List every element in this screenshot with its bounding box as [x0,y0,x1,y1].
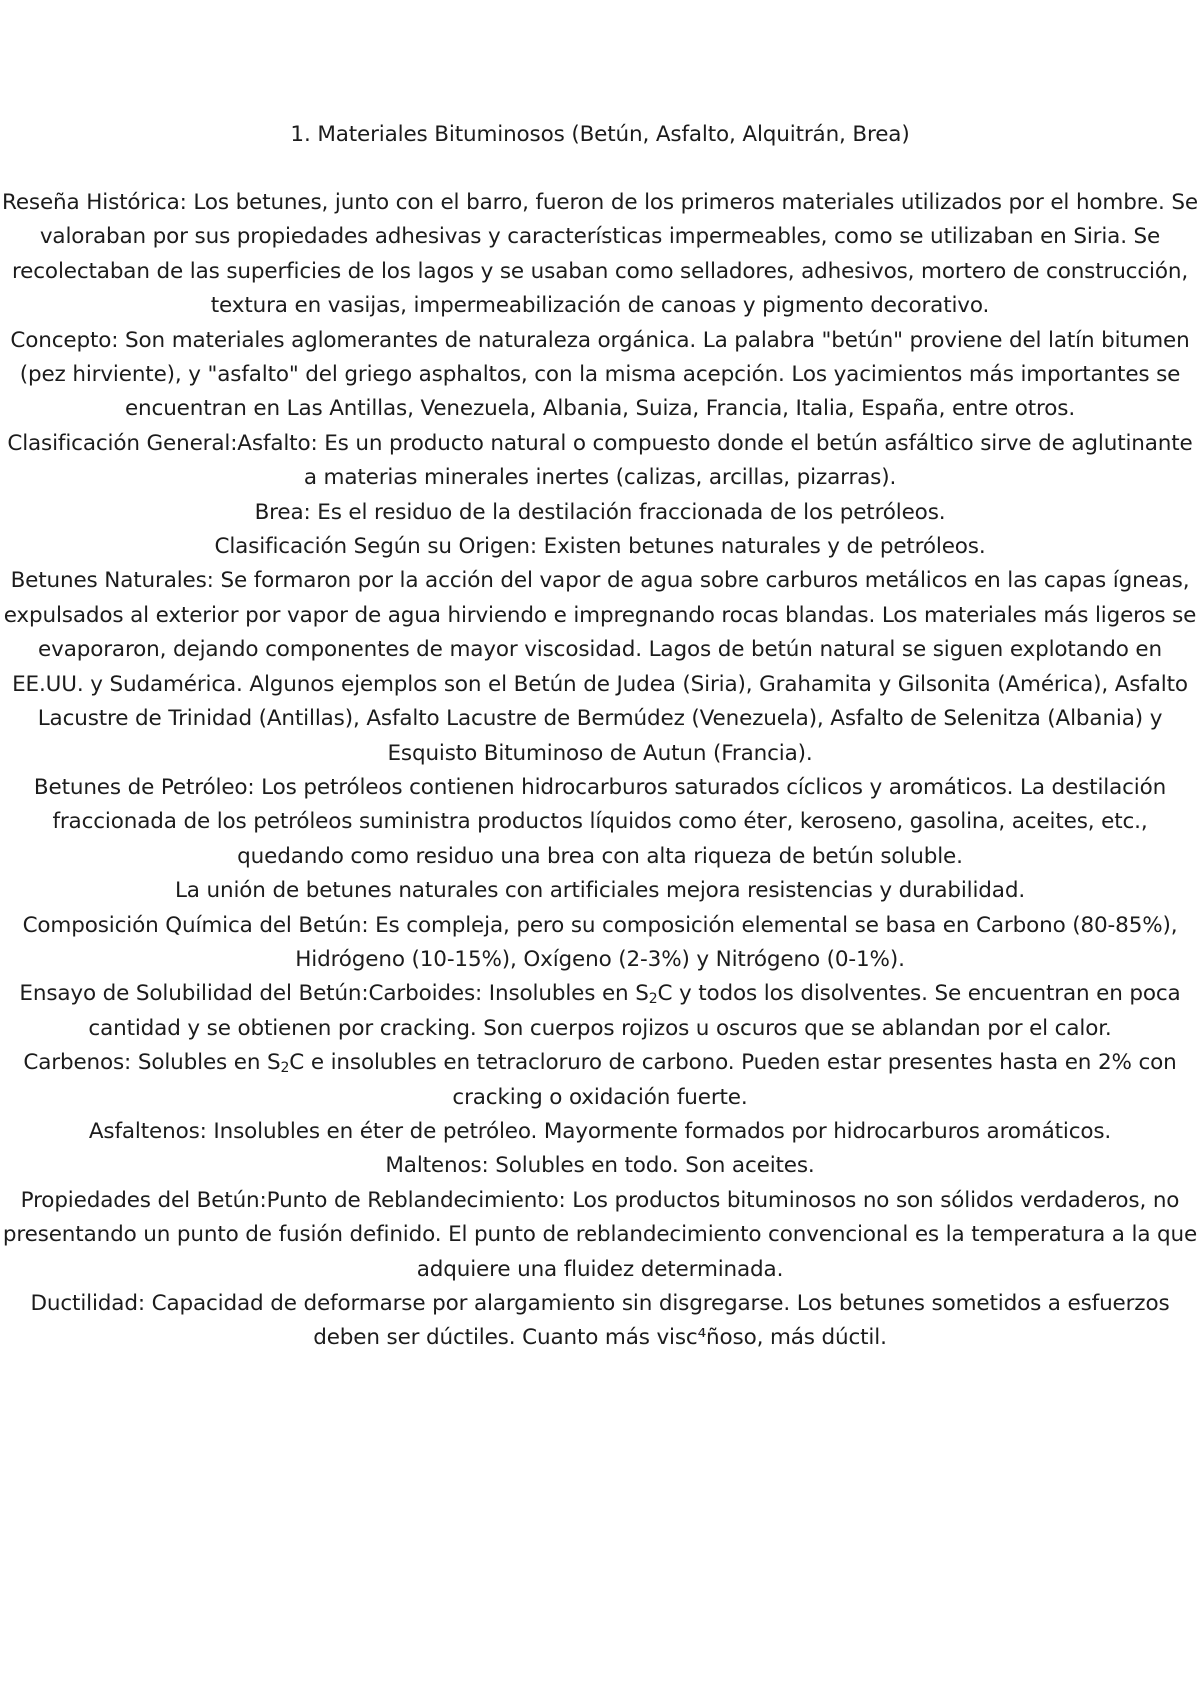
paragraph-concepto: Concepto: Son materiales aglomerantes de naturaleza orgánica. La palabra "betún" proviene del latín bitumen (pez hirviente), y "asfalto" del griego asphaltos, con la misma acepción. Los yacimientos más importantes se encuentran en Las Antillas, Venezuela, Albania, Suiza, Francia, Italia, España, entre otros. [10,327,1190,422]
title-spacer [0,152,1200,186]
paragraph-maltenos: Maltenos: Solubles en todo. Son aceites. [385,1153,815,1179]
paragraph-composicion-quimica: Composición Química del Betún: Es compleja, pero su composición elemental se basa en Carbono (80-85%), Hidrógeno (10-15%), Oxígeno (2-3%) y Nitrógeno (0-1%). [22,912,1178,972]
carbenos-subscript: 2 [280,1060,290,1077]
paragraph-resena-historica: Reseña Histórica: Los betunes, junto con el barro, fueron de los primeros materiales utilizados por el hombre. Se valoraban por sus propiedades adhesivas y características impermeables, como se utilizaban en Siria. Se recolectaban de las superficies de los lagos y se usaban como selladores, adhesivos, mortero de construcción, textura en vasijas, impermeabilización de canoas y pigmento decorativo. [2,190,1198,319]
document-body [0,118,1200,1356]
paragraph-ductilidad: Ductilidad: Capacidad de deformarse por alargamiento sin disgregarse. Los betunes sometidos a esfuerzos deben ser dúctiles. Cuanto más visc⁴ñoso, más dúctil. [30,1291,1170,1351]
carbenos-text-start: Carbenos: Solubles en S [23,1050,281,1076]
paragraph-asfaltenos: Asfaltenos: Insolubles en éter de petróleo. Mayormente formados por hidrocarburos aromáticos. [88,1118,1112,1144]
paragraph-brea: Brea: Es el residuo de la destilación fraccionada de los petróleos. [254,499,946,525]
paragraph-carboides [0,977,1200,1046]
document-title: 1. Materiales Bituminosos (Betún, Asfalto, Alquitrán, Brea) [290,122,910,147]
paragraph-betunes-petroleo: Betunes de Petróleo: Los petróleos contienen hidrocarburos saturados cíclicos y aromáticos. La destilación fraccionada de los petróleos suministra productos líquidos como éter, keroseno, gasolina, aceites, etc., quedando como residuo una brea con alta riqueza de betún soluble. [33,774,1167,869]
carbenos-text-end: C e insolubles en tetracloruro de carbono. Pueden estar presentes hasta en 2% con cracking o oxidación fuerte. [289,1050,1177,1110]
carboides-subscript: 2 [648,991,658,1008]
carboides-text-start: Ensayo de Solubilidad del Betún:Carboides: Insolubles en S [19,981,649,1007]
paragraph-betunes-naturales: Betunes Naturales: Se formaron por la acción del vapor de agua sobre carburos metálicos en las capas ígneas, expulsados al exterior por vapor de agua hirviendo e impregnando rocas blandas. Los materiales más ligeros se evaporaron, dejando componentes de mayor viscosidad. Lagos de betún natural se siguen explotando en EE.UU. y Sudamérica. Algunos ejemplos son el Betún de Judea (Siria), Grahamita y Gilsonita (América), Asfalto Lacustre de Trinidad (Antillas), Asfalto Lacustre de Bermúdez (Venezuela), Asfalto de Selenitza (Albania) y Esquisto Bituminoso de Autun (Francia). [3,568,1197,766]
paragraph-carbenos [0,1046,1200,1115]
paragraph-propiedades: Propiedades del Betún:Punto de Reblandecimiento: Los productos bituminosos no son sólidos verdaderos, no presentando un punto de fusión definido. El punto de reblandecimiento convencional es la temperatura a la que adquiere una fluidez determinada. [2,1187,1198,1282]
carboides-text-end: C y todos los disolventes. Se encuentran en poca cantidad y se obtienen por cracking. Son cuerpos rojizos u oscuros que se ablandan por el calor. [88,981,1181,1041]
paragraph-clasificacion-origen: Clasificación Según su Origen: Existen betunes naturales y de petróleos. [214,534,986,560]
paragraph-clasificacion-general: Clasificación General:Asfalto: Es un producto natural o compuesto donde el betún asfáltico sirve de aglutinante a materias minerales inertes (calizas, arcillas, pizarras). [7,430,1193,491]
paragraph-union-betunes: La unión de betunes naturales con artificiales mejora resistencias y durabilidad. [174,878,1026,904]
